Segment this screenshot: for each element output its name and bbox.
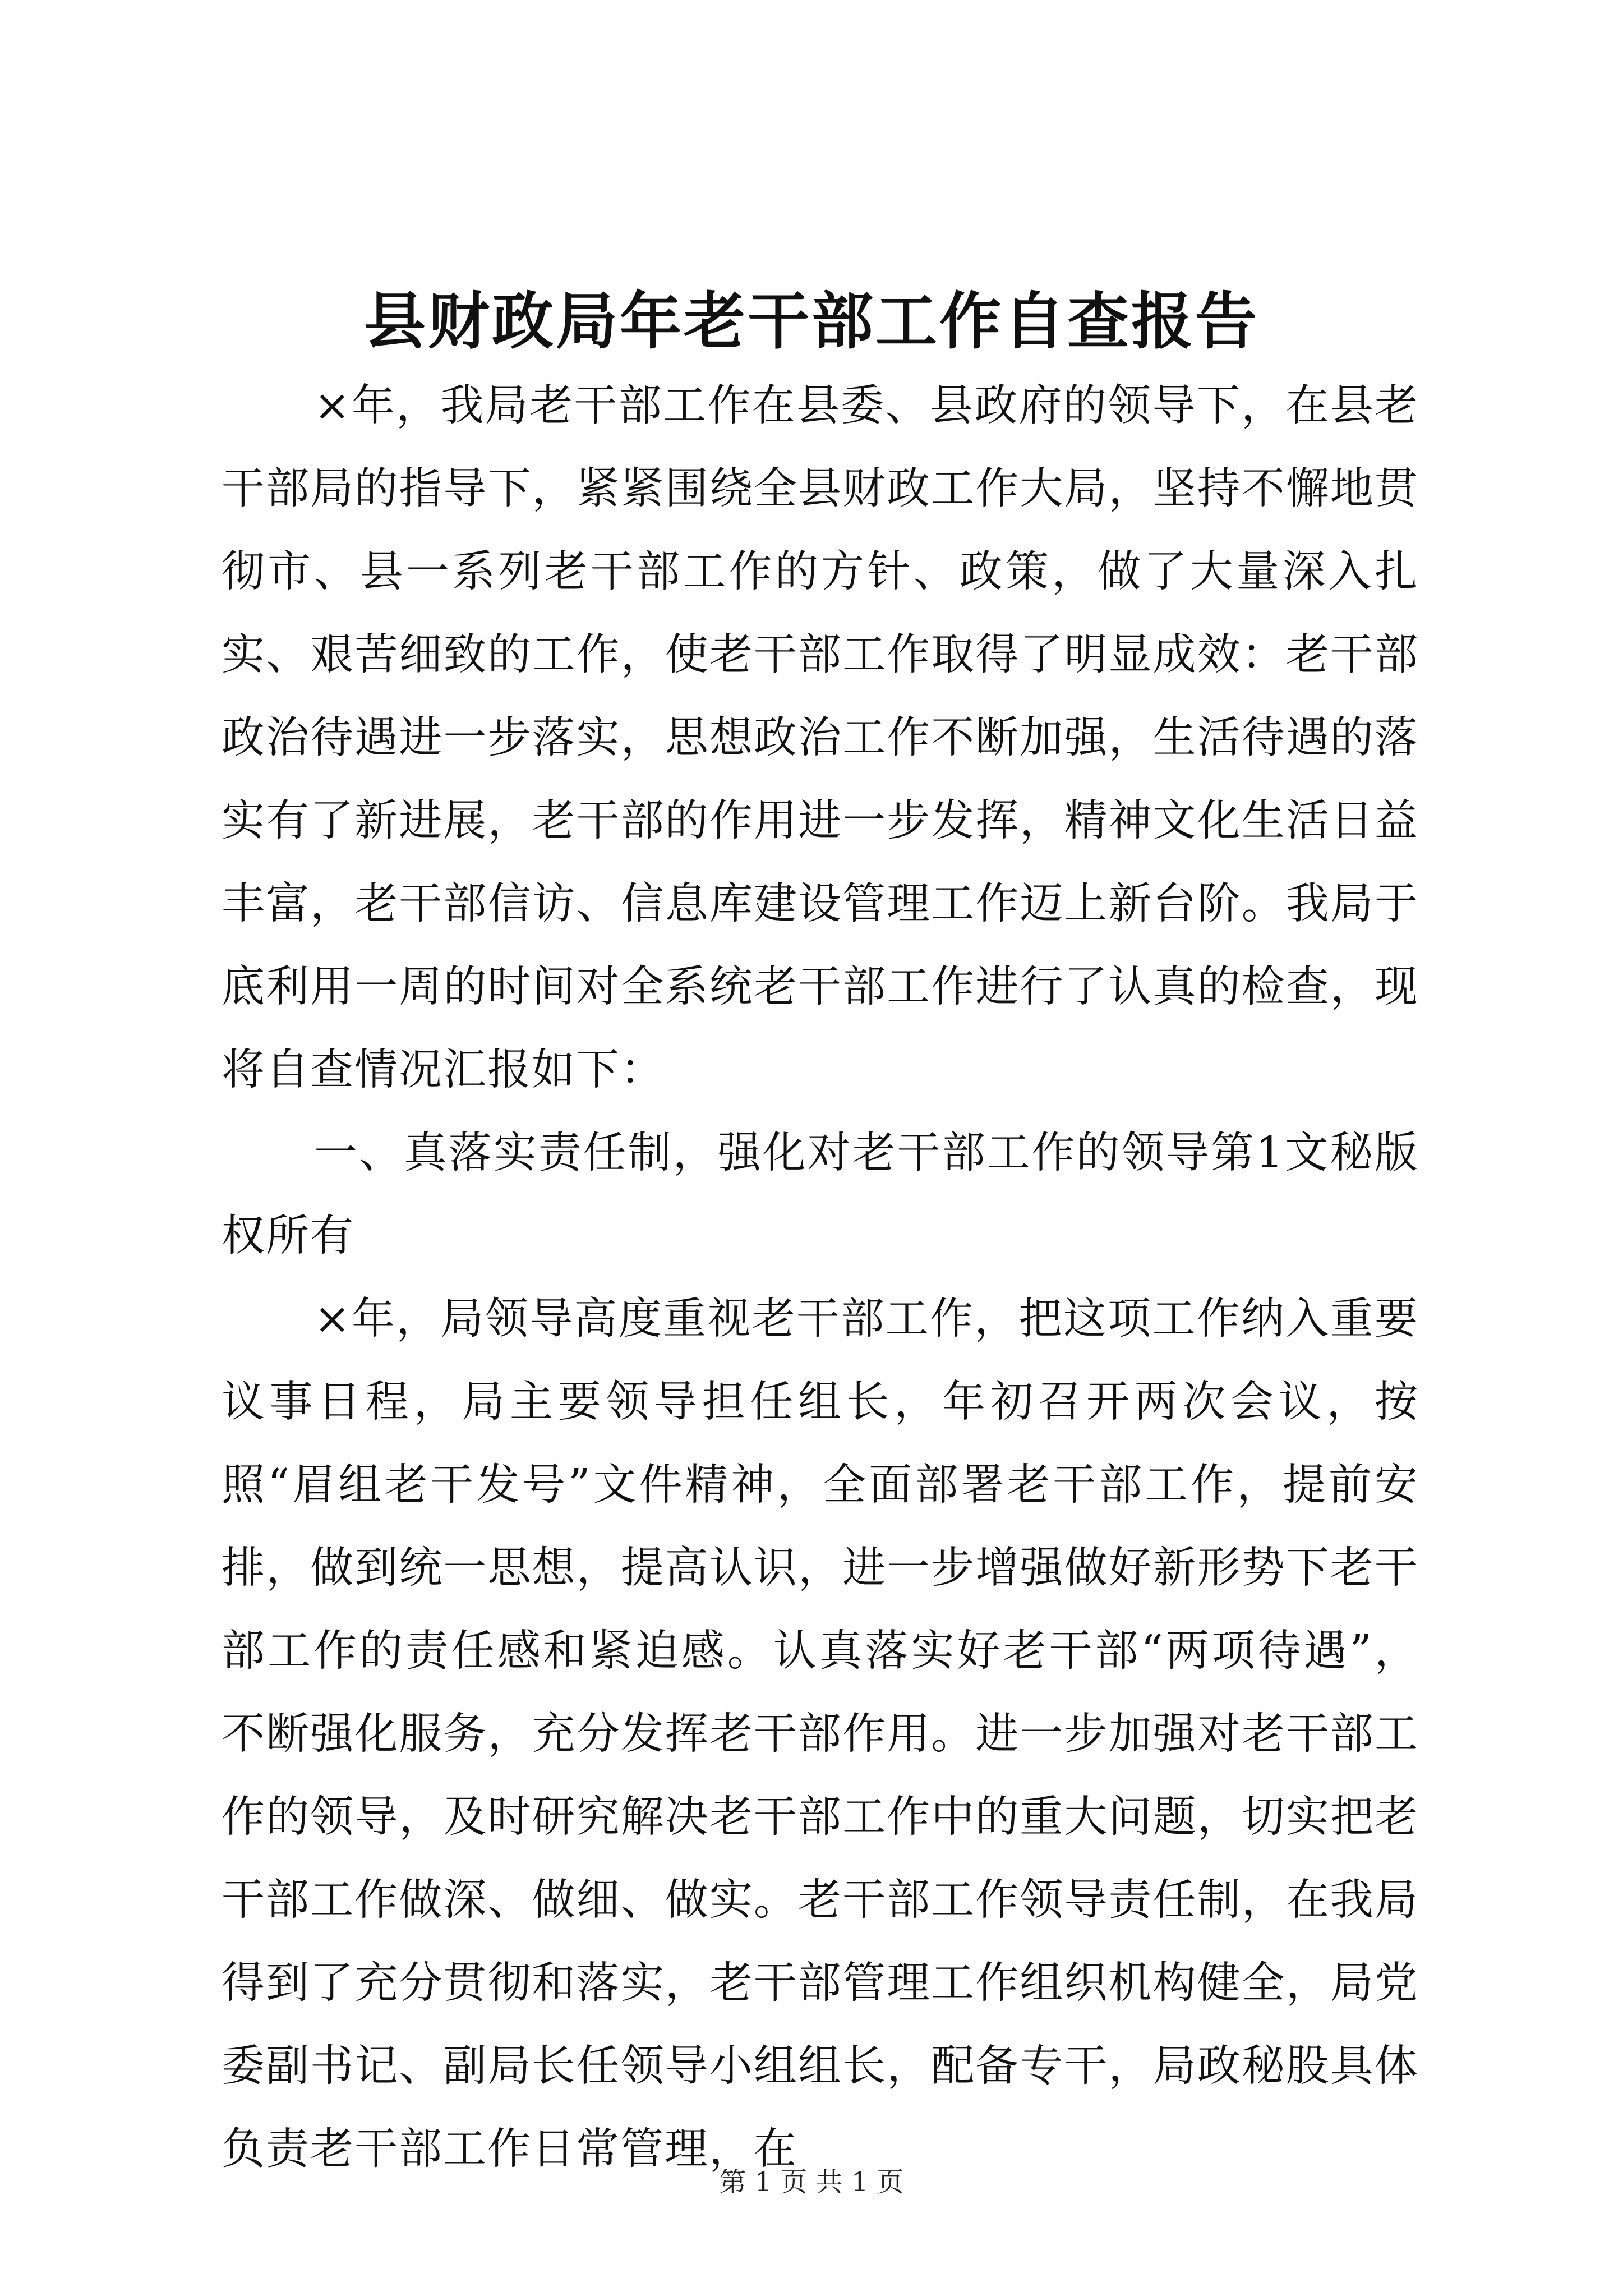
paragraph-intro: ×年，我局老干部工作在县委、县政府的领导下，在县老干部局的指导下，紧紧围绕全县财政工作大局，坚持不懈地贯彻市、县一系列老干部工作的方针、政策，做了大量深入扎实、艰苦细致的工作，使老干部工作取得了明显成效：老干部政治待遇进一步落实，思想政治工作不断加强，生活待遇的落实有了新进展，老干部的作用进一步发挥，精神文化生活日益丰富，老干部信访、信息库建设管理工作迈上新台阶。我局于底利用一周的时间对全系统老干部工作进行了认真的检查，现将自查情况汇报如下：	[222, 381, 1419, 1095]
paragraph-section-body: ×年，局领导高度重视老干部工作，把这项工作纳入重要议事日程，局主要领导担任组长，年初召开两次会议，按照“眉组老干发号”文件精神，全面部署老干部工作，提前安排，做到统一思想，提高认识，进一步增强做好新形势下老干部工作的责任感和紧迫感。认真落实好老干部“两项待遇”，不断强化服务，充分发挥老干部作用。进一步加强对老干部工作的领导，及时研究解决老干部工作中的重大问题，切实把老干部工作做深、做细、做实。老干部工作领导责任制，在我局得到了充分贯彻和落实，老干部管理工作组织机构健全，局党委副书记、副局长任领导小组组长，配备专干，局政秘股具体负责老干部工作日常管理，在	[222, 1294, 1419, 2174]
paragraph-section-heading: 一、真落实责任制，强化对老干部工作的领导第1文秘版权所有	[222, 1128, 1419, 1261]
page-footer: 第 1 页 共 1 页	[719, 2166, 904, 2198]
document-title: 县财政局年老干部工作自查报告	[364, 285, 1259, 357]
document-body	[222, 365, 1419, 2191]
